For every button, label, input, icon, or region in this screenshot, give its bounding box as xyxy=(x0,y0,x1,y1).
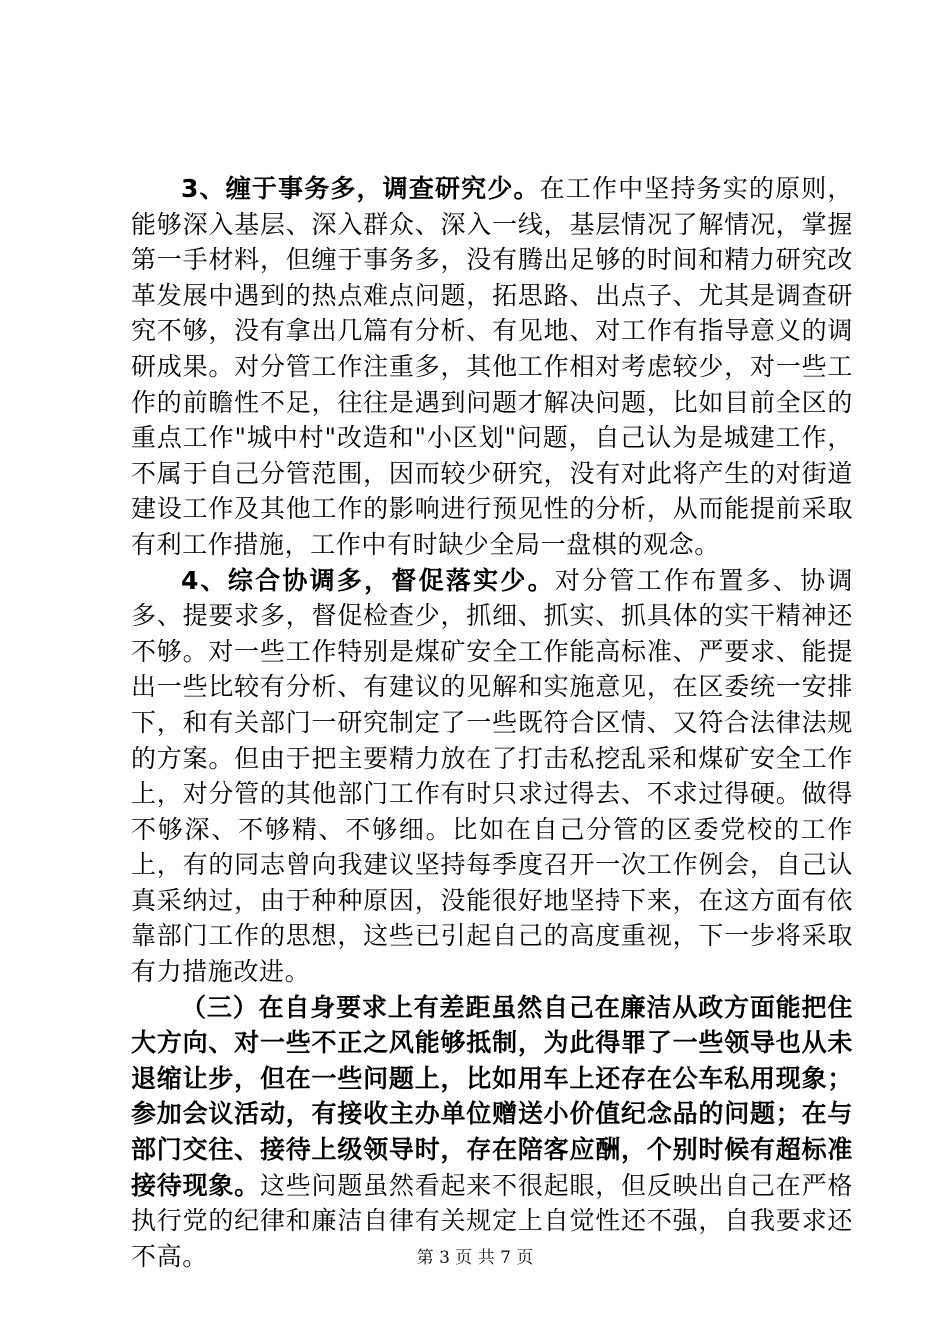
paragraph-text: 在工作中坚持务实的原则，能够深入基层、深入群众、深入一线，基层情况了解情况，掌握第一手材料，但缠于事务多，没有腾出足够的时间和精力研究改革发展中遇到的热点难点问题，拓思路、出点子、尤其是调查研究不够，没有拿出几篇有分析、有见地、对工作有指导意义的调研成果。对分管工作注重多，其他工作相对考虑较少，对一些工作的前瞻性不足，往往是遇到问题才解决问题，比如目前全区的重点工作"城中村"改造和"小区划"问题，自己认为是城建工作，不属于自己分管范围，因而较少研究，没有对此将产生的对街道建设工作及其他工作的影响进行预见性的分析，从而能提前采取有利工作措施，工作中有时缺少全局一盘棋的观念。 xyxy=(131,174,854,559)
paragraph-heading: （三）在自身要求上有差距虽然自己在廉洁从政方面能把住大方向、对一些不正之风能够抵制，为此得罪了一些领导也从未退缩让步，但在一些问题上，比如用车上还存在公车私用现象；参加会议活动，有接收主办单位赠送小价值纪念品的问题；在与部门交往、接待上级领导时，存在陪客应酬，个别时候有超标准接待现象。 xyxy=(131,992,853,1200)
paragraph-text: 这些问题虽然看起来不很起眼，但反映出自己在严格执行党的纪律和廉洁自律有关规定上自觉性还不强，自我要求还不高。 xyxy=(131,1170,853,1271)
paragraph-text: 对分管工作布置多、协调多、提要求多，督促检查少，抓细、抓实、抓具体的实干精神还不够。对一些工作特别是煤矿安全工作能高标准、严要求、能提出一些比较有分析、有建议的见解和实施意见，在区委统一安排下，和有关部门一研究制定了一些既符合区情、又符合法律法规的方案。但由于把主要精力放在了打击私挖乱采和煤矿安全工作上，对分管的其他部门工作有时只求过得去、不求过得硬。做得不够深、不够精、不够细。比如在自己分管的区委党校的工作上，有的同志曾向我建议坚持每季度召开一次工作例会，自己认真采纳过，由于种种原因，没能很好地坚持下来，在这方面有依靠部门工作的思想，这些已引起自己的高度重视，下一步将采取有力措施改进。 xyxy=(131,565,854,987)
paragraph-heading: 3、缠于事务多，调查研究少。 xyxy=(181,174,540,203)
paragraph-item-3 xyxy=(131,171,853,563)
document-body xyxy=(131,171,853,1274)
paragraph-item-4 xyxy=(131,563,853,990)
paragraph-heading: 4、综合协调多，督促落实少。 xyxy=(181,565,555,595)
page-number-footer: 第 3 页 共 7 页 xyxy=(416,1248,534,1268)
paragraph-section-3 xyxy=(131,990,853,1275)
